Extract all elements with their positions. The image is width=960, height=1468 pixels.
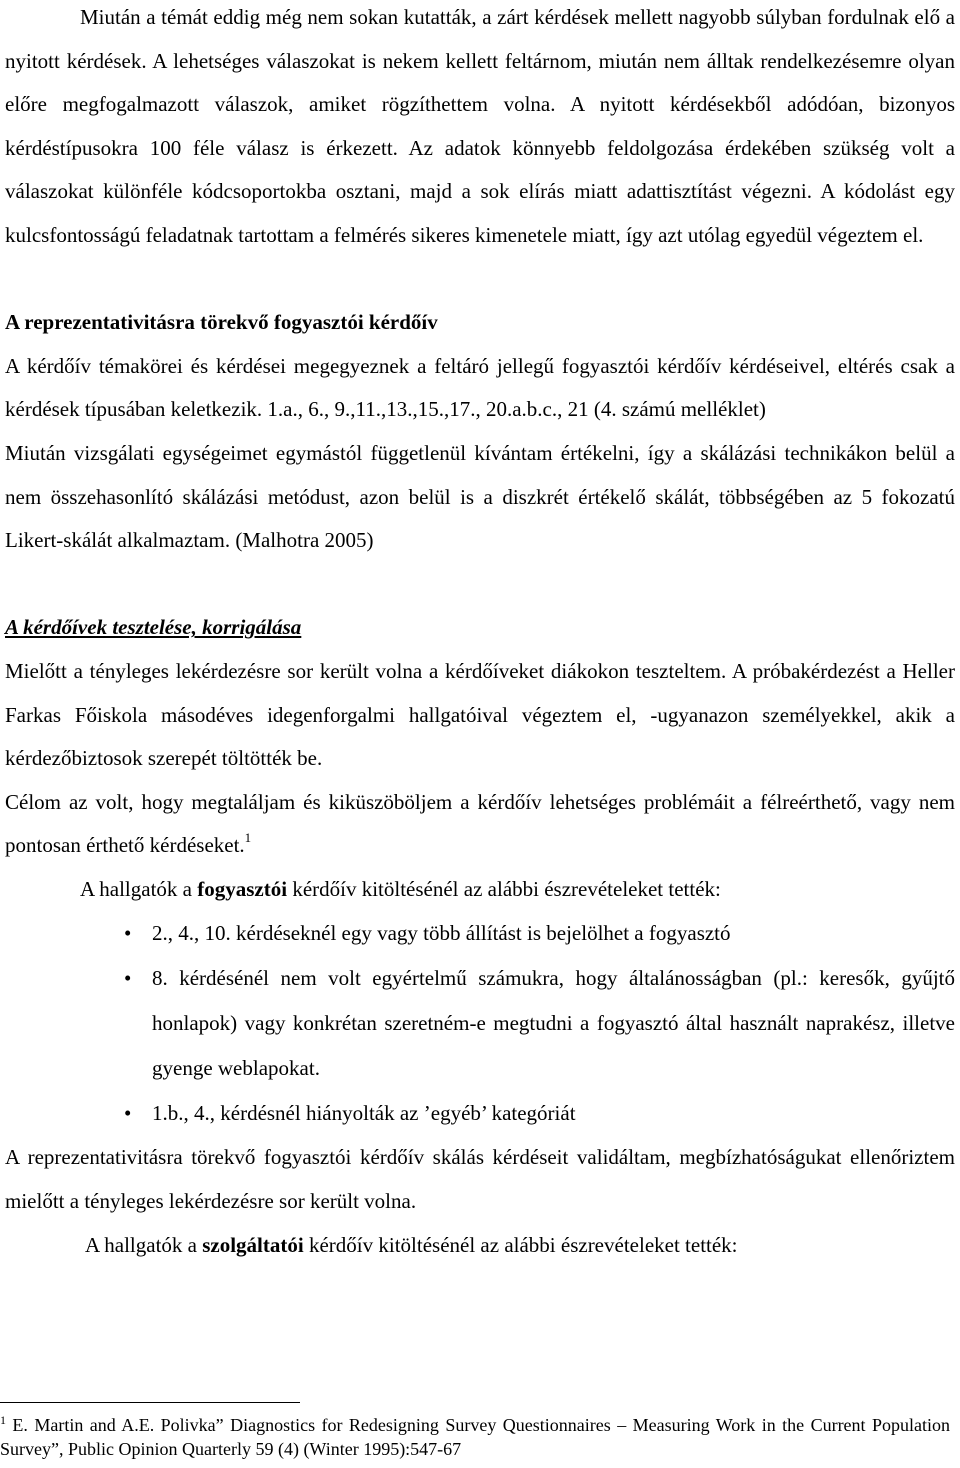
footnote-text: E. Martin and A.E. Polivka” Diagnostics for Redesigning Survey Questionnaires – Measuring Work in the Current Population Survey”, Public Opinion Quarterly 59 (4) (Winter 1995):547-67 — [0, 1415, 950, 1459]
footnote-separator — [0, 1402, 300, 1403]
paragraph-goal — [5, 781, 955, 868]
intro-text: A hallgatók a — [85, 1232, 203, 1257]
service-remarks-intro — [5, 1224, 955, 1268]
list-item-text: 1.b., 4., kérdésnél hiányolták az ’egyéb’ kategóriát — [152, 1101, 576, 1126]
spacer — [5, 563, 955, 607]
list-item-text: 2., 4., 10. kérdéseknél egy vagy több állítást is bejelölhet a fogyasztó — [152, 921, 731, 946]
footnote-number: 1 — [0, 1413, 6, 1427]
paragraph-topics: A kérdőív témakörei és kérdései megegyeznek a feltáró jellegű fogyasztói kérdőív kérdéseivel, eltérés csak a kérdések típusában keletkezik. 1.a., 6., 9.,11.,13.,15.,17., 20.a.b.c., 21 (4. számú melléklet) — [5, 353, 955, 422]
consumer-remarks-intro — [5, 868, 955, 912]
footnote — [0, 1413, 950, 1461]
list-item — [5, 956, 955, 1091]
paragraph-validation: A reprezentativitásra törekvő fogyasztói kérdőív skálás kérdéseit validáltam, megbízhatóságukat ellenőriztem mielőtt a tényleges lekérdezésre sor került volna. — [5, 1145, 955, 1214]
remarks-list — [5, 911, 955, 1136]
intro-text: kérdőív kitöltésénél az alábbi észrevételeket tették: — [303, 1232, 738, 1257]
bullet-icon: • — [124, 921, 132, 946]
heading-representative-questionnaire: A reprezentativitásra törekvő fogyasztói kérdőív — [5, 310, 438, 335]
list-item — [5, 911, 955, 956]
paragraph-coding: Miután a témát eddig még nem sokan kutatták, a zárt kérdések mellett nagyobb súlyban fordulnak elő a nyitott kérdések. A lehetséges válaszokat is nekem kellett feltárnom, miután nem álltak rendelkezésemre olyan előre megfogalmazott válaszok, amiket rögzíthettem volna. A nyitott kérdésekből adódóan, bizonyos kérdéstípusokra 100 féle válasz is érkezett. Az adatok könnyebb feldolgozása érdekében szükség volt a válaszokat különféle kódcsoportokba osztani, majd a sok elírás miatt adattisztítást végezni. A kódolást egy kulcsfontosságú feladatnak tartottam a felmérés sikeres kimenetele miatt, így azt utólag egyedül végeztem el. — [5, 5, 955, 247]
document-page — [5, 0, 955, 1267]
paragraph-scaling: Miután vizsgálati egységeimet egymástól függetlenül kívántam értékelni, így a skálázási technikákon belül a nem összehasonlító skálázási metódust, azon belül is a diszkrét értékelő skálát, többségében az 5 fokozatú Likert-skálát alkalmaztam. (Malhotra 2005) — [5, 440, 955, 553]
heading-questionnaire-testing: A kérdőívek tesztelése, korrigálása — [5, 615, 302, 640]
intro-text: kérdőív kitöltésénél az alábbi észrevételeket tették: — [287, 876, 721, 901]
paragraph-pretest: Mielőtt a tényleges lekérdezésre sor került volna a kérdőíveket diákokon teszteltem. A próbakérdezést a Heller Farkas Főiskola másodéves idegenforgalmi hallgatóival végeztem el, -ugyanazon személyekkel, akik a kérdezőbiztosok szerepét töltötték be. — [5, 658, 955, 771]
bullet-icon: • — [124, 966, 132, 991]
paragraph-goal-text: Célom az volt, hogy megtaláljam és kiküszöböljem a kérdőív lehetséges problémáit a félreérthető, vagy nem pontosan érthető kérdéseket. — [5, 789, 955, 858]
footnote-reference[interactable]: 1 — [244, 830, 252, 846]
intro-bold: szolgáltatói — [202, 1232, 304, 1257]
intro-text: A hallgatók a — [80, 876, 198, 901]
list-item — [5, 1091, 955, 1136]
intro-bold: fogyasztói — [197, 876, 288, 901]
spacer — [5, 258, 955, 302]
list-item-text: 8. kérdésénél nem volt egyértelmű számukra, hogy általánosságban (pl.: keresők, gyűjtő honlapok) vagy konkrétan szeretném-e megtudni a fogyasztó által használt naprakész, illetve gyenge weblapokat. — [152, 966, 955, 1081]
bullet-icon: • — [124, 1101, 132, 1126]
